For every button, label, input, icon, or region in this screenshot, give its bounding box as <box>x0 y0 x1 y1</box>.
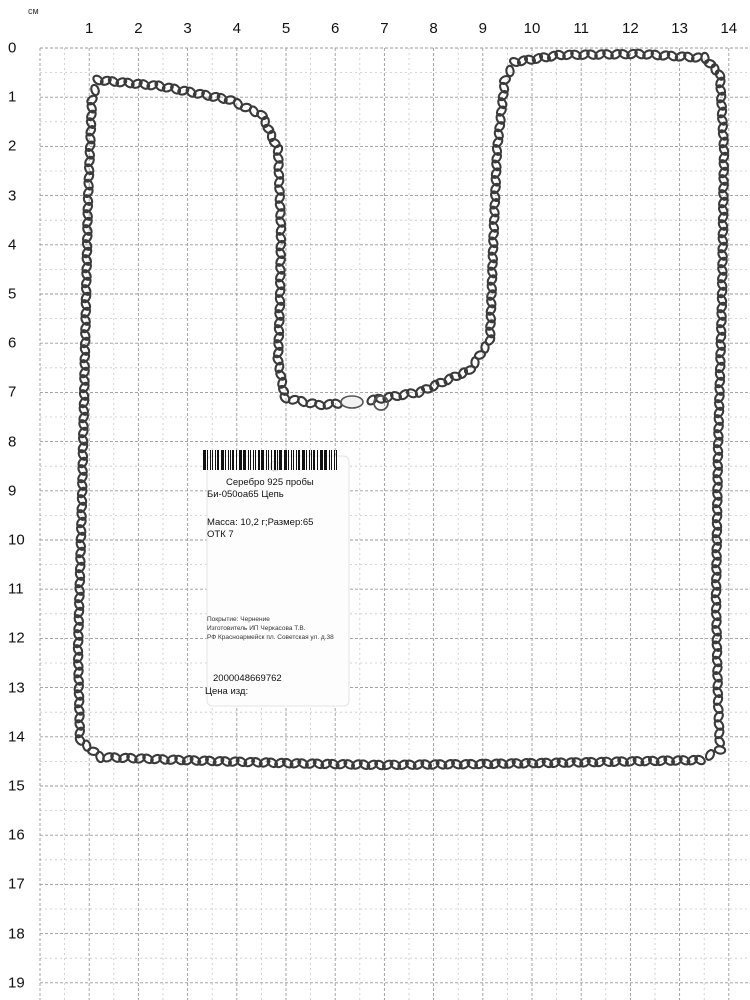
chain-link <box>464 365 476 375</box>
barcode-bar <box>291 450 292 470</box>
chain-link <box>506 65 514 76</box>
barcode-bar <box>203 450 206 470</box>
barcode-bar <box>288 450 289 470</box>
left-ruler-number: 1 <box>8 88 17 106</box>
top-ruler-number: 1 <box>85 20 94 37</box>
barcode-bar <box>311 450 312 470</box>
tag-otk: ОТК 7 <box>207 529 234 540</box>
product-tag <box>203 450 353 712</box>
barcode-bar <box>302 450 305 470</box>
barcode-bar <box>221 450 224 470</box>
chain-clasp <box>341 396 363 408</box>
barcode-bar <box>320 450 323 470</box>
barcode-bar <box>317 450 318 470</box>
top-ruler-number: 9 <box>478 20 487 37</box>
barcode-bar <box>309 450 310 470</box>
chain-link <box>90 84 100 96</box>
top-ruler-number: 3 <box>183 20 192 37</box>
tag-metal: Серебро 925 пробы <box>226 477 314 488</box>
top-ruler-number: 14 <box>720 20 738 37</box>
barcode-bar <box>334 450 335 470</box>
barcode-bar <box>253 450 254 470</box>
barcode-bar <box>274 450 276 470</box>
barcode-bar <box>230 450 231 470</box>
barcode-bar <box>329 450 330 470</box>
left-ruler-number: 5 <box>8 285 17 303</box>
barcode-bar <box>313 450 315 470</box>
barcode-bar <box>331 450 332 470</box>
top-ruler-number: 13 <box>671 20 688 37</box>
barcode-bar <box>243 450 246 470</box>
barcode-bar <box>266 450 267 470</box>
left-ruler-number: 0 <box>8 39 17 57</box>
barcode-bar <box>217 450 219 470</box>
chain-link <box>714 746 725 755</box>
barcode-bar <box>258 450 260 470</box>
left-ruler-number: 2 <box>8 137 17 155</box>
price-label: Цена изд: <box>205 686 249 697</box>
left-ruler-number: 12 <box>8 629 25 647</box>
barcode-bar <box>271 450 272 470</box>
left-ruler-number: 13 <box>8 679 25 697</box>
left-ruler-number: 3 <box>8 187 17 205</box>
left-ruler-number: 16 <box>8 826 25 844</box>
left-ruler-number: 7 <box>8 383 17 401</box>
left-ruler-number: 4 <box>8 236 17 254</box>
barcode-bar <box>277 450 278 470</box>
barcode-bar <box>279 450 282 470</box>
left-ruler-number: 19 <box>8 974 25 992</box>
top-ruler-number: 4 <box>232 20 241 37</box>
barcode-bar <box>207 450 208 470</box>
top-ruler-number: 2 <box>134 20 143 37</box>
barcode-bar <box>225 450 226 470</box>
chain-link <box>82 740 92 752</box>
left-ruler-number: 15 <box>8 777 25 795</box>
barcode-bar <box>210 450 211 470</box>
left-ruler-number: 6 <box>8 334 17 352</box>
left-ruler-number: 9 <box>8 482 17 500</box>
top-ruler-number: 7 <box>380 20 389 37</box>
barcode-bar <box>293 450 294 470</box>
barcode-bar <box>239 450 242 470</box>
tag-mass-size: Масса: 10,2 г;Размер:65 <box>207 517 314 528</box>
top-ruler-number: 5 <box>281 20 291 37</box>
left-ruler-number: 17 <box>8 875 25 893</box>
chain-link <box>474 350 486 360</box>
chain-link <box>232 97 243 110</box>
barcode-bar <box>228 450 229 470</box>
barcode-bar <box>215 450 216 470</box>
barcode-bar <box>268 450 269 470</box>
tag-manufacturer: Изготовитель ИП Черкасова Т.В. <box>207 625 306 632</box>
chain-link <box>95 751 105 763</box>
left-ruler-number: 18 <box>8 925 25 943</box>
tag-coating: Покрытие: Чернение <box>207 616 270 623</box>
barcode-bar <box>296 450 297 470</box>
left-ruler-number: 8 <box>8 433 17 451</box>
barcode <box>203 450 337 470</box>
barcode-bar <box>324 450 327 470</box>
barcode-bar <box>255 450 256 470</box>
barcode-bar <box>236 450 237 470</box>
tag-article: Би-050оа65 Цепь <box>207 489 284 500</box>
chain-link <box>704 749 715 762</box>
barcode-number: 2000048669762 <box>213 673 282 684</box>
barcode-bar <box>250 450 251 470</box>
barcode-bar <box>232 450 234 470</box>
left-ruler-number: 11 <box>8 580 24 598</box>
top-ruler-number: 10 <box>523 20 541 37</box>
barcode-bar <box>261 450 264 470</box>
left-ruler-number: 10 <box>8 531 25 549</box>
top-ruler-number: 12 <box>622 20 639 37</box>
top-ruler-number: 8 <box>429 20 438 37</box>
top-ruler-number: 11 <box>573 20 589 37</box>
barcode-bar <box>298 450 300 470</box>
barcode-bar <box>336 450 337 470</box>
barcode-bar <box>284 450 287 470</box>
unit-label: см <box>28 6 39 16</box>
barcode-bar <box>248 450 249 470</box>
barcode-bar <box>212 450 213 470</box>
tag-address: РФ Красноармейск пл. Советская ул. д.38 <box>207 634 334 641</box>
barcode-bar <box>306 450 307 470</box>
top-ruler-number: 6 <box>331 20 340 37</box>
left-ruler-number: 14 <box>8 728 25 746</box>
